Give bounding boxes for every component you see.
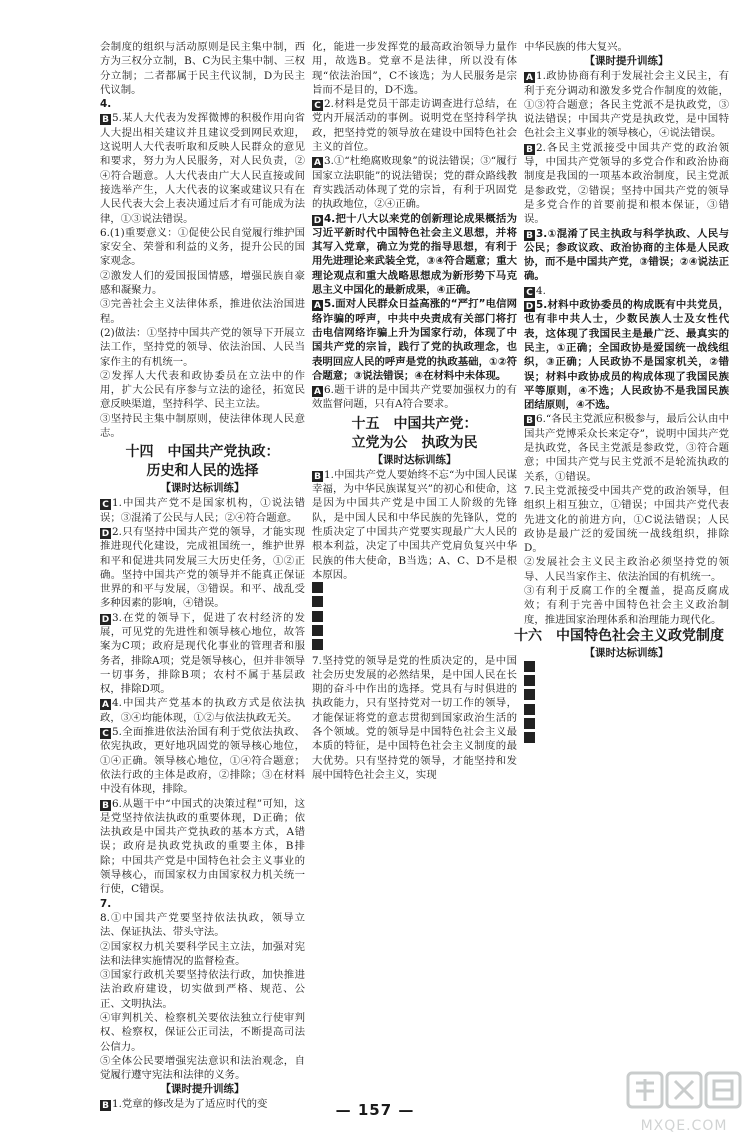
watermark-logo-icon (624, 1067, 744, 1115)
question-number: 3.①混淆了民主执政与科学执政、人民与公民；参政议政、政治协商的主体是人民政协，而不是中国共产党，③错误；②④说法正确。 (524, 227, 729, 283)
answer-choice-badge (524, 732, 535, 743)
answer-explanation: 2.材料是党员干部走访调查进行总结，在党内开展活动的事例。说明党在坚持科学执政，把坚持党的领导放在建设中国特色社会主义的首位。 (312, 98, 517, 154)
answer-item (312, 611, 517, 625)
exercise-band: 【课时提升训练】 (584, 55, 669, 68)
answer-explanation: 1.党章的修改是为了适应时代的变 (112, 1098, 268, 1111)
answer-item (100, 696, 305, 725)
question-number: 4.把十八大以来党的创新理论成果概括为习近平新时代中国特色社会主义思想，并将其写入党章，确立为党的指导思想，有利于用先进理论来武装全党，③④符合题意；重大理论观点和重大战略思想成为新形势下马克思主义中国化的最新成果，④正确。 (312, 212, 517, 297)
answer-choice-badge (312, 611, 323, 622)
answer-item (524, 675, 729, 689)
answer-item (100, 797, 305, 897)
answer-choice-badge (524, 704, 535, 715)
answer-item (312, 639, 517, 653)
answer-choice-badge: C (100, 728, 111, 739)
exercise-band: 【课时提升训练】 (160, 1083, 245, 1096)
answer-choice-badge: C (524, 287, 535, 298)
answer-choice-badge (312, 582, 323, 593)
paragraph: (2)做法：①坚持中国共产党的领导下开展立法工作，坚持党的领导、依法治国、人民当家作主的有机统一。 (100, 326, 305, 368)
section-subtitle: 立党为公 执政为民 (351, 434, 478, 451)
answer-choice-badge: C (100, 499, 111, 510)
paragraph: ②发挥人大代表和政协委员在立法中的作用，扩大公民有序参与立法的途径，拓宽民意反映渠道，坚持科学、民主立法。 (100, 369, 305, 411)
paragraph: ②国家权力机关要科学民主立法，加强对宪法和法律实施情况的监督检查。 (100, 940, 305, 967)
answer-choice-badge: A (312, 386, 323, 397)
answer-item (524, 227, 729, 284)
paragraph: ②发展社会主义民主政治必须坚持党的领导、人民当家作主、依法治国的有机统一。 (524, 556, 729, 583)
answer-item (312, 596, 517, 610)
answer-item (312, 154, 517, 211)
paragraph: 化，能进一步发挥党的最高政治领导力量作用，故选B。党章不是法律，所以没有体现“依法治国”，C不该选；为人民服务是宗旨而不是目的，D不选。 (312, 41, 517, 96)
paragraph: 会制度的组织与活动原则是民主集中制，西方为三权分立制，B、C为民主集中制、三权分立制；二者都属于民主代议制，D为民主代议制。 (100, 41, 305, 96)
question-number: 5.材料中政协委员的构成既有中共党员，也有非中共人士，少数民族人士及女性代表，这体现了我国民主是最广泛、最真实的民主，①正确；全国政协是爱国统一战线组织，③正确；人民政协不是国家机关，②错误；材料中政协成员的构成体现了我国民族平等原则，④不选；人民政协不是我国民族团结原则，④不选。 (524, 299, 729, 412)
answer-choice-badge: B (524, 415, 535, 426)
section-title: 十六 中国特色社会主义政党制度 (514, 627, 724, 644)
answer-choice-badge (312, 625, 323, 636)
answer-item (524, 284, 729, 298)
answer-choice-badge: D (525, 302, 534, 313)
answer-choice-badge: C (312, 100, 323, 111)
answer-choice-badge (312, 596, 323, 607)
watermark-url: MXQE.COM (640, 1117, 728, 1134)
paragraph: 6.(1)重要意义：①促使公民自觉履行维护国家安全、荣誉和利益的义务，提升公民的国家观念。 (100, 226, 305, 268)
answer-explanation: 2.只有坚持中国共产党的领导，才能实现推进现代化建设，完成祖国统一，维护世界和平和促进共同发展三大历史任务，①②正确。坚持中国共产党的领导并不能真正保证世界的和平与发展，③错误。和平、战乱受多种因素的影响，④错误。 (100, 525, 305, 610)
answer-item (524, 298, 729, 412)
answer-item (524, 141, 729, 227)
answer-item (524, 689, 729, 703)
paragraph: ⑤全体公民要增强宪法意识和法治观念，自觉履行遵守宪法和法律的义务。 (100, 1054, 305, 1082)
answer-item (524, 69, 729, 140)
answer-explanation: 3.①“杜绝腐败现象”的说法错误；③“履行国家立法职能”的说法错误；党的群众路线教育实践活动体现了党的宗旨，有利于巩固党的执政地位，②④正确。 (312, 155, 517, 211)
answer-item (312, 582, 517, 596)
column-3 (514, 40, 729, 1100)
question-number: 7. (100, 897, 112, 910)
answer-choice-badge (524, 661, 535, 672)
answer-item (100, 496, 305, 525)
paragraph: 8.①中国共产党要坚持依法执政，领导立法、保证执法、带头守法。 (100, 911, 305, 939)
answer-explanation: 1.中国共产党不是国家机构，①说法错误；③混淆了公民与人民；②④符合题意。 (100, 497, 305, 524)
answer-choice-badge: B (312, 471, 323, 482)
answer-choice-badge: A (312, 157, 323, 168)
answer-item (100, 725, 305, 796)
answer-choice-badge: A (524, 72, 535, 83)
paragraph: ③坚持民主集中制原则，使法律体现人民意志。 (100, 412, 305, 440)
answer-choice-badge (524, 675, 535, 686)
answer-item (524, 718, 729, 732)
section-title: 十五 中国共产党： (351, 415, 478, 432)
answer-explanation: 5.某人大代表为发挥微博的积极作用向省人大提出相关建议并且建议受到网民欢迎，这说明人大代表听取和反映人民群众的意见和要求，努力为人民服务，对人民负责，②④符合题意。人大代表由广大人民直接或间接选举产生，人大代表的议案或建议只有在人民代表大会上表决通过后才有可能成为法律，①③说法错误。 (100, 112, 305, 225)
paragraph: ③国家行政机关要坚持依法行政，加快推进法治政府建设，切实做到严格、规范、公正、文明执法。 (100, 969, 305, 1010)
answer-explanation: 2.各民主党派接受中国共产党的政治领导，中国共产党领导的多党合作和政治协商制度是我国的一项基本政治制度，民主党派是参政党，②错误；坚持中国共产党的领导是多党合作的首要前提和根本保证，③错误。 (524, 141, 729, 226)
watermark (624, 1067, 744, 1133)
answer-explanation: 1.中国共产党人要始终不忘“为中国人民谋幸福，为中华民族谋复兴”的初心和使命，这是因为中国共产党是中国工人阶级的先锋队，是中国人民和中华民族的先锋队，党的性质决定了中国共产党要实现最广大人民的根本利益，决定了中国共产党肩负复兴中华民族的伟大使命，B当选；A、C、D不是根本原因。 (312, 468, 517, 581)
answer-item (312, 625, 517, 639)
answer-choice-badge: A (312, 300, 323, 311)
answer-choice-badge: B (100, 800, 111, 811)
answer-choice-badge: B (100, 114, 111, 125)
answer-choice-badge (524, 689, 535, 700)
answer-item (312, 468, 517, 582)
answer-explanation: 4. (536, 284, 546, 297)
exercise-band: 【课时达标训练】 (372, 453, 457, 466)
answer-explanation: 6.“各民主党派应积极参与，最后公认由中国共产党博采众长来定夺”，说明中国共产党是执政党，各民主党派是参政党，③符合题意；中国共产党与民主党派不是轮流执政的关系，①错误。 (524, 413, 729, 483)
page-number: — 157 — (335, 1101, 415, 1119)
question-number: 5.面对人民群众日益高涨的“严打”电信网络诈骗的呼声，中共中央责成有关部门将打击电信网络诈骗上升为国家行动，体现了中国共产党的宗旨，践行了党的执政理念，也表明回应人民的呼声是党的执政基础，①②符合题意；③说法错误；④在材料中未体现。 (312, 298, 517, 382)
answer-choice-badge: D (101, 614, 110, 625)
answer-explanation: 6.从题干中“中国式的决策过程”可知，这是党坚持依法执政的重要体现，D正确；依法执政是中国共产党执政的基本方式，A错误；政府是执政党执政的重要主体，B排除；中国共产党是中国特色社会主义事业的领导核心，而国家权力由国家权力机关统一行使，C错误。 (100, 797, 305, 896)
paragraph: ③有利于反腐工作的全覆盖，提高反腐成效；有利于完善中国特色社会主义政治制度，推进国家治理体系和治理能力现代化。 (524, 584, 729, 626)
answer-item (100, 611, 305, 697)
paragraph: 7.民主党派接受中国共产党的政治领导，但组织上相互独立，①错误；中国共产党代表先进文化的前进方向，①C说法错误；人民政协是最广泛的爱国统一战线组织，排除D。 (524, 484, 729, 555)
answer-item (524, 704, 729, 718)
answer-item (312, 383, 517, 412)
exercise-band: 【课时达标训练】 (584, 646, 669, 659)
column-1 (100, 40, 305, 1112)
answer-item (524, 732, 729, 746)
paragraph: 中华民族的伟大复兴。 (524, 41, 628, 53)
answer-item (100, 111, 305, 225)
answer-explanation: 3.在党的领导下，促进了农村经济的发展，可见党的先进性和领导核心地位，故答案为C项；政府是现代化事业的管理者和服务者，排除A项；党是领导核心，但并非领导一切事务，排除B项；农村不属于基层政权，排除D项。 (100, 611, 305, 696)
section-title: 十四 中国共产党执政： (125, 444, 280, 461)
answer-explanation: 5.全面推进依法治国有利于党依法执政、依宪执政，更好地巩固党的领导核心地位，①④正确。领导核心地位，①④符合题意；依法行政的主体是政府，②排除；③在材料中没有体现，排除。 (100, 726, 305, 796)
column-2 (312, 40, 517, 1100)
paragraph: ③完善社会主义法律体系，推进依法治国进程。 (100, 298, 305, 325)
answer-choice-badge: D (313, 215, 322, 226)
answer-choice-badge: B (524, 230, 535, 241)
answer-choice-badge: A (100, 699, 111, 710)
answer-explanation: 1.政协协商有利于发展社会主义民主，有利于充分调动和激发多党合作制度的效能，①③符合题意；各民主党派不是执政党，③说法错误；中国共产党是执政党，是中国特色社会主义事业的领导核心，④说法错误。 (524, 70, 729, 140)
answer-explanation: 4.中国共产党基本的执政方式是依法执政，③④均能体现，①②与依法执政无关。 (100, 697, 305, 724)
answer-choice-badge: B (100, 1100, 111, 1111)
question-number: 4. (100, 98, 112, 111)
paragraph: 7.坚持党的领导是党的性质决定的，是中国社会历史发展的必然结果，是中国人民在长期的奋斗中作出的选择。党具有与时俱进的执政能力，只有坚持党对一切工作的领导，才能保证将党的意志贯彻到国家政治生活的各个领域。党的领导是中国特色社会主义最本质的特征，是中国特色社会主义制度的最大优势。只有坚持党的领导，才能坚持和发展中国特色社会主义，实现 (312, 654, 517, 781)
paragraph: ④审判机关、检察机关要依法独立行使审判权、检察权，保证公正司法，不断提高司法公信力。 (100, 1012, 305, 1053)
answer-item (312, 297, 517, 383)
answer-item (312, 212, 517, 298)
answer-item (524, 661, 729, 675)
answer-explanation: 6.题干讲的是中国共产党要加强权力的有效监督问题，只有A符合要求。 (312, 384, 517, 411)
section-subtitle: 历史和人民的选择 (146, 463, 259, 480)
answer-item (312, 97, 517, 154)
answer-choice-badge (312, 639, 323, 650)
paragraph: ②激发人们的爱国报国情感，增强民族自豪感和凝聚力。 (100, 269, 305, 297)
answer-choice-badge (524, 718, 535, 729)
answer-item (100, 525, 305, 611)
answer-choice-badge: B (524, 144, 535, 155)
exercise-band: 【课时达标训练】 (160, 482, 245, 495)
answer-item (524, 412, 729, 483)
answer-choice-badge: D (101, 528, 110, 539)
